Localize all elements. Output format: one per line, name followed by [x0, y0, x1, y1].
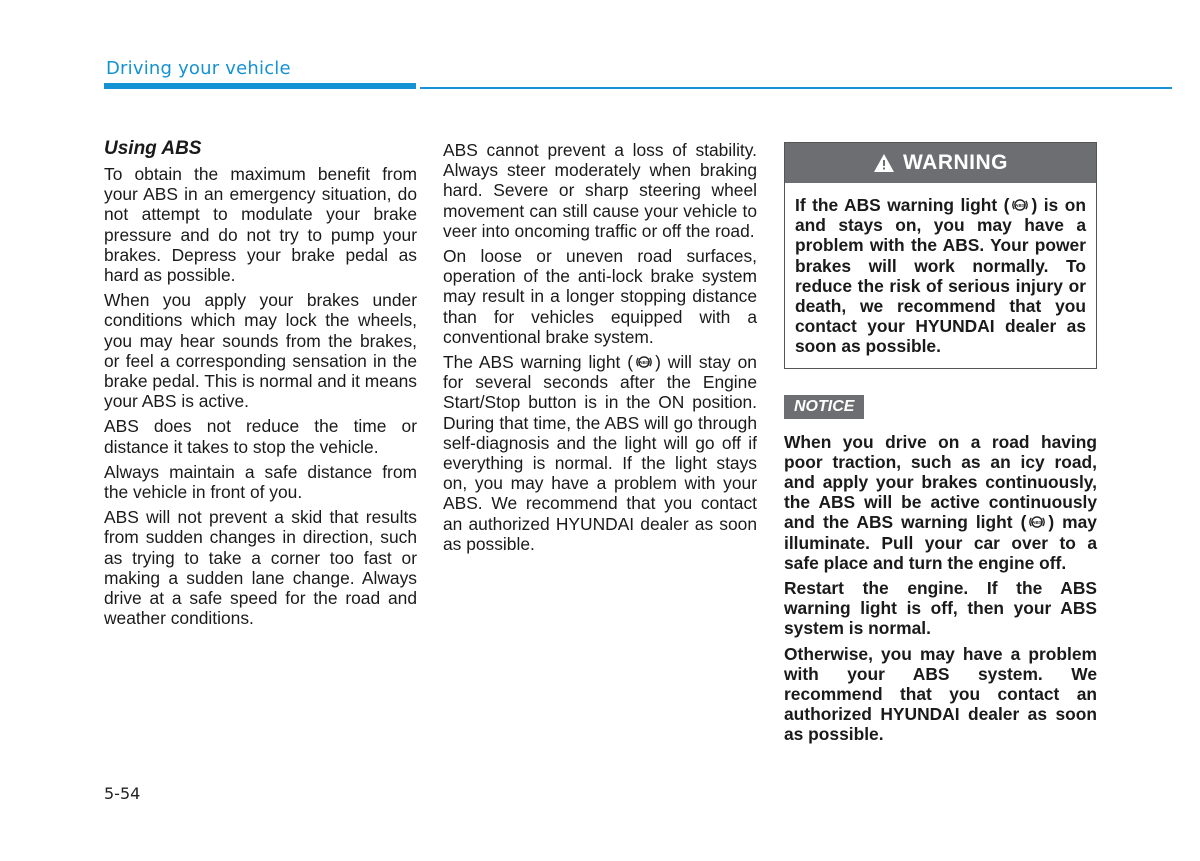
abs-warning-light-icon [635, 353, 653, 371]
paragraph: Restart the engine. If the ABS warning light is off, then your ABS system is normal. [784, 578, 1097, 639]
warning-triangle-icon [873, 153, 895, 173]
header-rule-thin [420, 87, 1172, 89]
svg-text:ABS: ABS [638, 360, 650, 366]
paragraph: ABS cannot prevent a loss of stability. Always steer moderately when braking hard. Severe or sharp steering wheel movement can still cause your vehicle to veer into oncoming traffic or off the road. [443, 140, 757, 241]
text: If the ABS warning light ( [795, 195, 1010, 215]
paragraph: On loose or uneven road surfaces, operation of the anti-lock brake system may result in a longer stopping distance than for vehicles equipped with a conventional brake system. [443, 246, 757, 347]
column-right [784, 142, 1097, 750]
paragraph-notice [784, 432, 1097, 573]
paragraph: Otherwise, you may have a problem with your ABS system. We recommend that you contact an authorized HYUNDAI dealer as soon as possible. [784, 643, 1097, 745]
paragraph: When you apply your brakes under conditions which may lock the wheels, you may hear sounds from the brakes, or feel a corresponding sensation in the brake pedal. This is normal and it means your ABS is active. [104, 290, 417, 412]
paragraph: ABS does not reduce the time or distance it takes to stop the vehicle. [104, 416, 417, 457]
page-number: 5-54 [104, 784, 141, 803]
column-left [104, 138, 417, 633]
warning-box [784, 142, 1097, 369]
text: ) is on and stays on, you may have a problem with the ABS. Your power brakes will work normally. To reduce the risk of serious injury or death, we recommend that you contact your HYUNDAI dealer as soon as possible. [795, 195, 1086, 357]
notice-tag: NOTICE [784, 395, 864, 419]
abs-warning-light-icon [1011, 196, 1029, 214]
notice-body [784, 432, 1097, 745]
section-title: Driving your vehicle [106, 58, 291, 79]
text: The ABS warning light ( [443, 352, 634, 373]
paragraph: Always maintain a safe distance from the vehicle in front of you. [104, 461, 417, 503]
warning-title: WARNING [903, 150, 1008, 174]
paragraph: ABS will not prevent a skid that results from sudden changes in direction, such as trying to take a corner too fast or making a sudden lane change. Always drive at a safe speed for the road and weather conditions. [104, 507, 417, 629]
svg-text:ABS: ABS [1032, 521, 1043, 527]
warning-text [785, 183, 1096, 368]
abs-warning-light-icon [1028, 513, 1046, 531]
svg-text:ABS: ABS [1015, 203, 1026, 209]
header-rule-thick [104, 83, 416, 89]
warning-header [785, 143, 1096, 183]
subheading-using-abs: Using ABS [104, 138, 202, 159]
column-middle [443, 140, 757, 559]
paragraph: To obtain the maximum benefit from your ABS in an emergency situation, do not attempt to modulate your brake pressure and do not try to pump your brakes. Depress your brake pedal as hard as possible. [104, 164, 417, 286]
text: ) will stay on for several seconds after the Engine Start/Stop button is in the ON position. During that time, the ABS will go through self-diagnosis and the light will go off if everything is normal. If the light stays on, you may have a problem with your ABS. We recommend that you contact an authorized HYUNDAI dealer as soon as possible. [443, 352, 757, 554]
text: ) may illuminate. Pull your car over to a safe place and turn the engine off. [784, 512, 1097, 573]
text: When you drive on a road having poor traction, such as an icy road, and apply your brakes continuously, the ABS will be active continuously and the ABS warning light ( [784, 431, 1097, 533]
paragraph-abs-light [443, 352, 757, 554]
